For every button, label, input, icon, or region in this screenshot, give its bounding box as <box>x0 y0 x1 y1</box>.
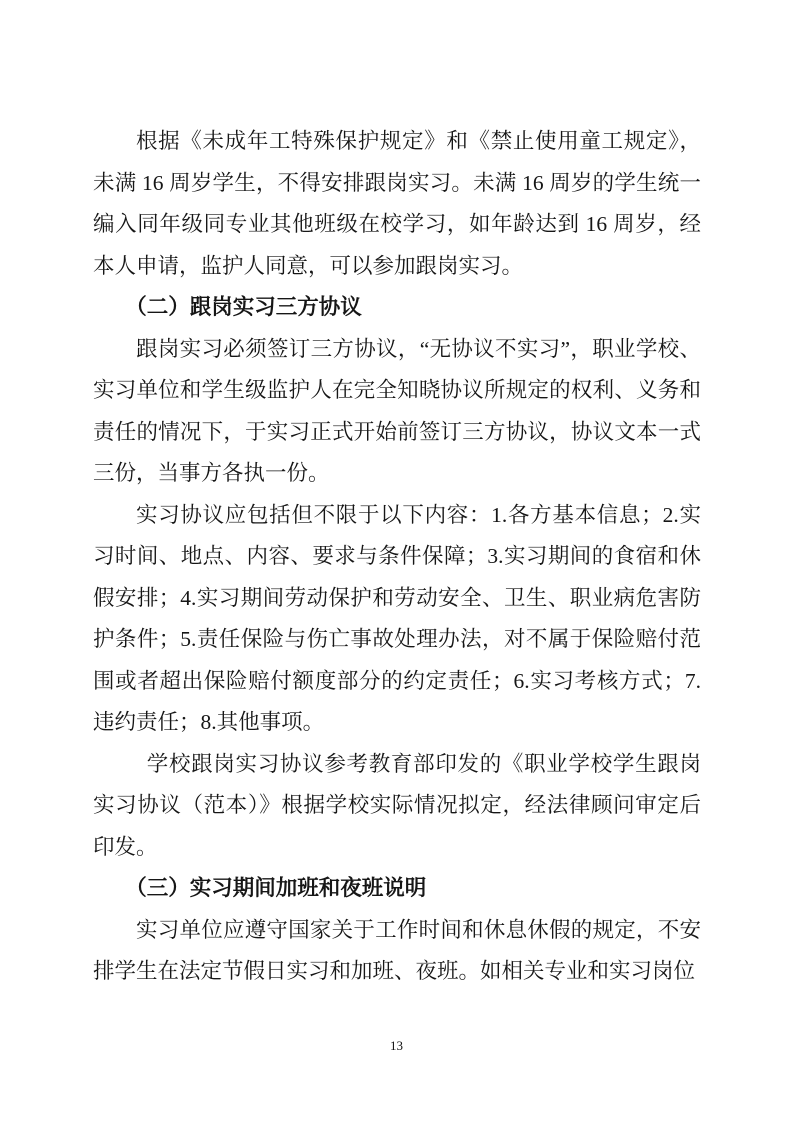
paragraph: 实习协议应包括但不限于以下内容：1.各方基本信息；2.实习时间、地点、内容、要求与条件保障；3.实习期间的食宿和休假安排；4.实习期间劳动保护和劳动安全、卫生、职业病危害防护条件；5.责任保险与伤亡事故处理办法，对不属于保险赔付范围或者超出保险赔付额度部分的约定责任；6.实习考核方式；7.违约责任；8.其他事项。 <box>93 502 701 734</box>
paragraph: 实习单位应遵守国家关于工作时间和休息休假的规定，不安排学生在法定节假日实习和加班、夜班。如相关专业和实习岗位 <box>93 917 701 983</box>
section-heading: （三）实习期间加班和夜班说明 <box>125 876 427 900</box>
paragraph: 跟岗实习必须签订三方协议，“无协议不实习”，职业学校、实习单位和学生级监护人在完全知晓协议所规定的权利、义务和责任的情况下，于实习正式开始前签订三方协议，协议文本一式三份，当事方各执一份。 <box>93 336 701 485</box>
page-number: 13 <box>390 1038 403 1053</box>
paragraph: 学校跟岗实习协议参考教育部印发的《职业学校学生跟岗实习协议（范本）》根据学校实际情况拟定，经法律顾问审定后印发。 <box>93 751 701 859</box>
paragraph: 根据《未成年工特殊保护规定》和《禁止使用童工规定》，未满 16 周岁学生，不得安排跟岗实习。未满 16 周岁的学生统一编入同年级同专业其他班级在校学习，如年龄达到 16 周岁，经本人申请，监护人同意，可以参加跟岗实习。 <box>93 129 701 278</box>
section-heading: （二）跟岗实习三方协议 <box>125 295 362 319</box>
document-body <box>93 121 701 993</box>
